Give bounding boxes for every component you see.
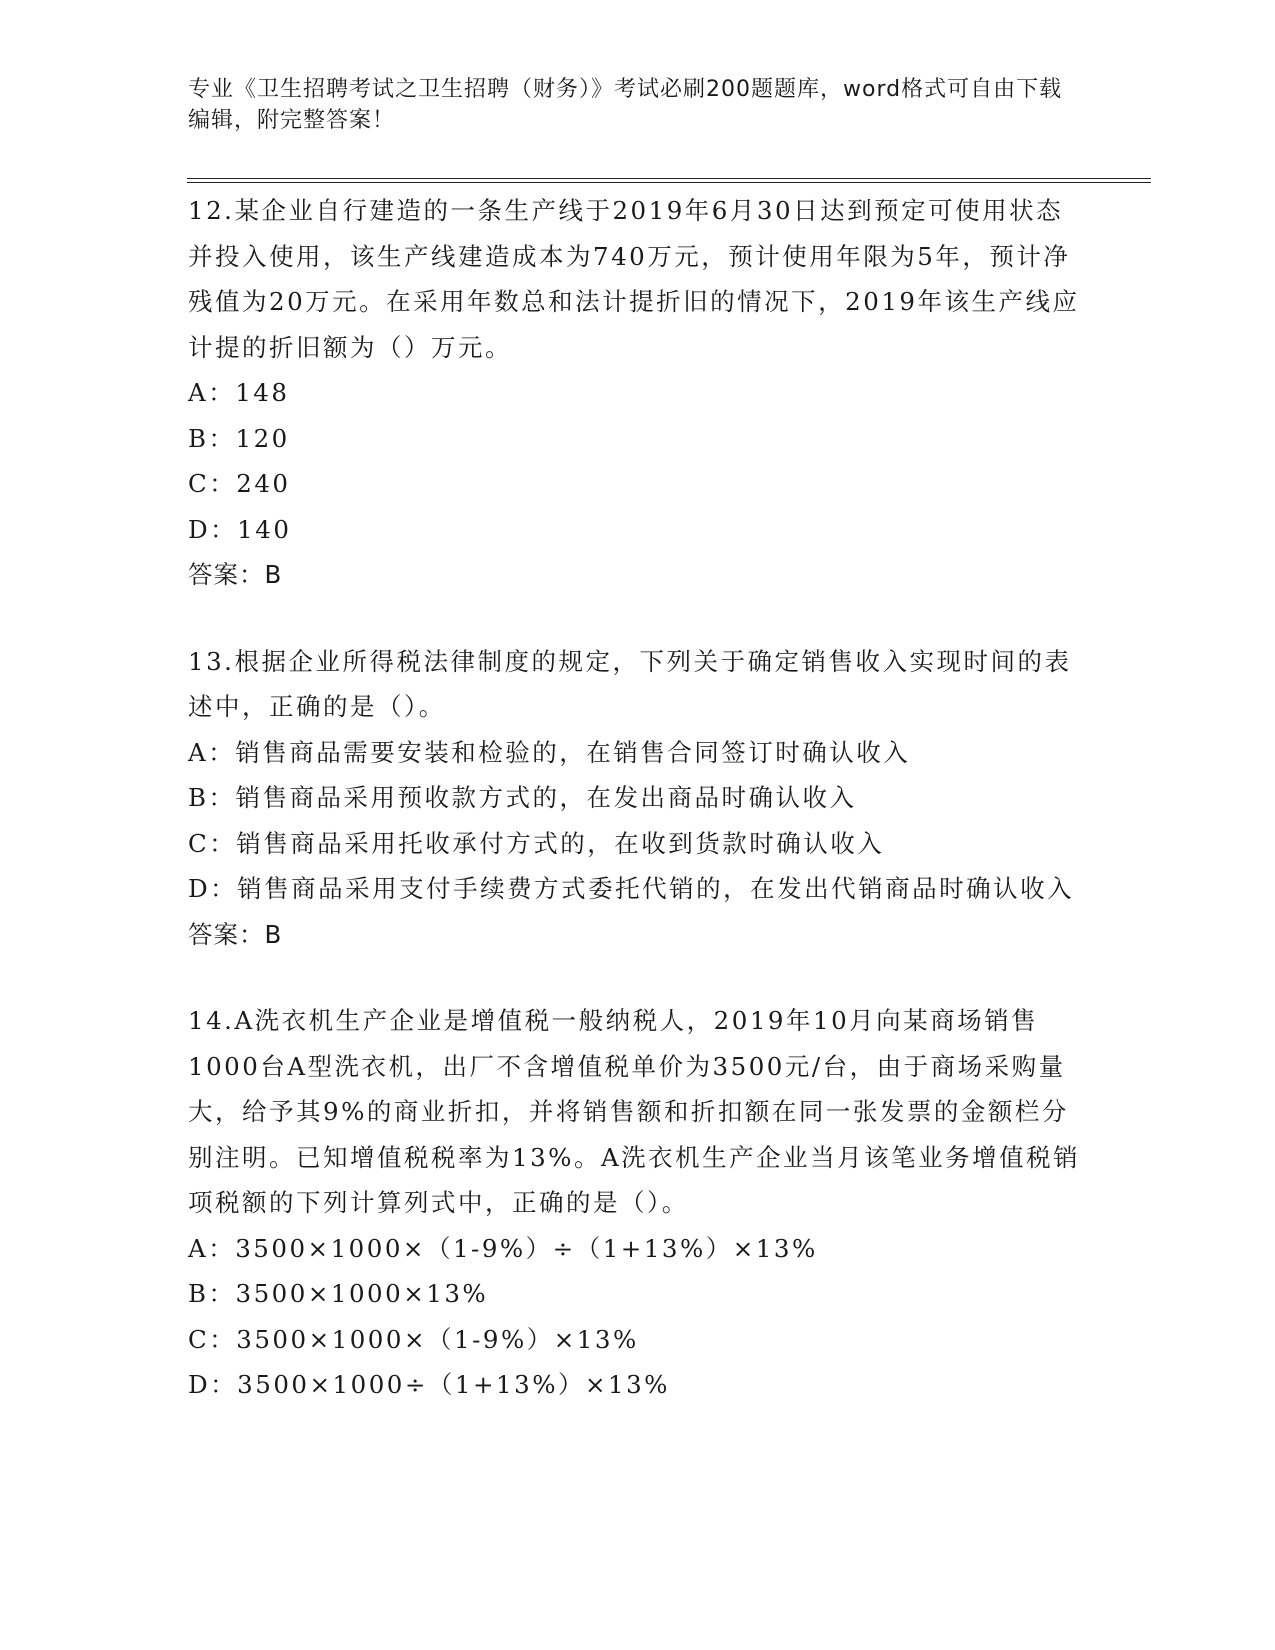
option-d: D：140	[188, 514, 292, 544]
question-spacer	[188, 957, 1088, 998]
option-b: B：120	[188, 423, 290, 453]
header-divider-bottom	[187, 182, 1151, 183]
answer: 答案：B	[188, 560, 283, 589]
option-d: D：3500×1000÷（1+13%）×13%	[188, 1370, 670, 1399]
option-a: A：3500×1000×（1-9%）÷（1+13%）×13%	[188, 1233, 818, 1263]
option-a: A：148	[188, 378, 290, 407]
question-list	[188, 188, 1088, 1408]
option-a: A：销售商品需要安装和检验的，在销售合同签订时确认收入	[188, 737, 911, 767]
option-c: C：3500×1000×（1-9%）×13%	[188, 1324, 639, 1354]
header-divider-top	[187, 178, 1151, 179]
option-c: C：240	[188, 469, 291, 498]
question-stem: 13.根据企业所得税法律制度的规定，下列关于确定销售收入实现时间的表述中，正确的是（）。	[188, 646, 1072, 721]
question-12	[188, 188, 1088, 598]
question-stem: 12.某企业自行建造的一条生产线于2019年6月30日达到预定可使用状态并投入使用，该生产线建造成本为740万元，预计使用年限为5年，预计净残值为20万元。在采用年数总和法计提折旧的情况下，2019年该生产线应计提的折旧额为（）万元。	[188, 196, 1080, 362]
question-13	[188, 639, 1088, 958]
answer: 答案：B	[188, 919, 283, 949]
option-b: B：3500×1000×13%	[188, 1279, 489, 1308]
question-spacer	[188, 598, 1088, 639]
document-header: 专业《卫生招聘考试之卫生招聘（财务）》考试必刷200题题库，word格式可自由下载编辑，附完整答案！	[188, 77, 1063, 133]
question-stem: 14.A洗衣机生产企业是增值税一般纳税人，2019年10月向某商场销售1000台A型洗衣机，出厂不含增值税单价为3500元/台，由于商场采购量大，给予其9%的商业折扣，并将销售额和折扣额在同一张发票的金额栏分别注明。已知增值税税率为13%。A洗衣机生产企业当月该笔业务增值税销项税额的下列计算列式中，正确的是（）。	[188, 1006, 1081, 1217]
option-d: D：销售商品采用支付手续费方式委托代销的，在发出代销商品时确认收入	[188, 874, 1075, 903]
option-c: C：销售商品采用托收承付方式的，在收到货款时确认收入	[188, 828, 885, 858]
question-14	[188, 998, 1088, 1408]
option-b: B：销售商品采用预收款方式的，在发出商品时确认收入	[188, 783, 857, 812]
